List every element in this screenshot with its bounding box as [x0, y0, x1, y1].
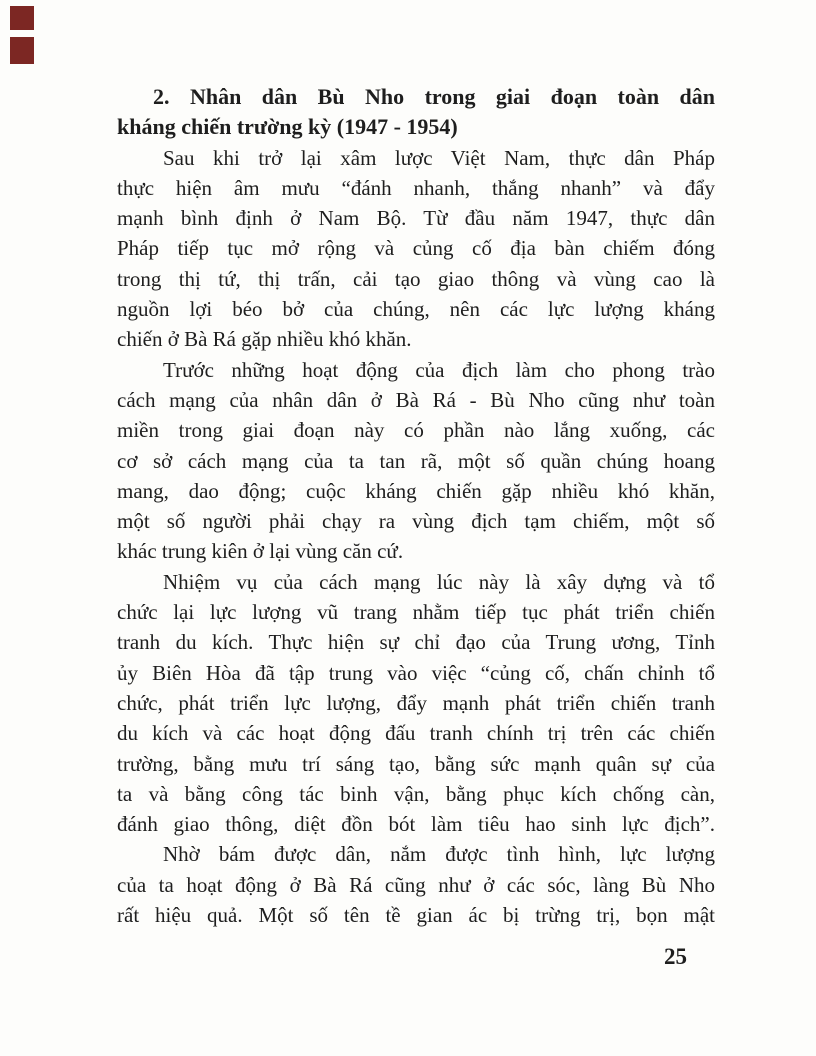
paragraph: [117, 567, 715, 840]
text-line: ủy Biên Hòa đã tập trung vào việc “củng cố, chấn chỉnh tổ: [117, 660, 715, 685]
text-line: cách mạng của nhân dân ở Bà Rá - Bù Nho cũng như toàn: [117, 387, 715, 412]
text-line: một số người phải chạy ra vùng địch tạm chiếm, một số: [117, 509, 715, 534]
scan-mark-bottom: [10, 37, 34, 64]
text-line: Nhờ bám được dân, nắm được tình hình, lực lượng: [163, 842, 715, 867]
text-line: du kích và các hoạt động đấu tranh chính trị trên các chiến: [117, 721, 715, 746]
text-line: cơ sở cách mạng của ta tan rã, một số quần chúng hoang: [117, 448, 715, 473]
text-line: Trước những hoạt động của địch làm cho phong trào: [163, 357, 715, 382]
scan-mark-top: [10, 6, 34, 30]
text-line: đánh giao thông, diệt đồn bót làm tiêu hao sinh lực địch”.: [117, 812, 715, 837]
text-line: Pháp tiếp tục mở rộng và củng cố địa bàn chiếm đóng: [117, 236, 715, 261]
text-line: miền trong giai đoạn này có phần nào lắng xuống, các: [117, 418, 715, 443]
text-line: nguồn lợi béo bở của chúng, nên các lực lượng kháng: [117, 297, 715, 322]
text-line: mạnh bình định ở Nam Bộ. Từ đầu năm 1947, thực dân: [117, 206, 715, 231]
paragraph: [117, 839, 715, 930]
text-line: Nhiệm vụ của cách mạng lúc này là xây dựng và tổ: [163, 569, 715, 594]
text-line: thực hiện âm mưu “đánh nhanh, thắng nhanh” và đẩy: [117, 175, 715, 200]
section-heading-line-2: kháng chiến trường kỳ (1947 - 1954): [117, 114, 458, 140]
text-line: chiến ở Bà Rá gặp nhiều khó khăn.: [117, 327, 412, 352]
text-line: ta và bằng công tác binh vận, bằng phục kích chống càn,: [117, 781, 715, 806]
text-line: Sau khi trở lại xâm lược Việt Nam, thực dân Pháp: [163, 145, 715, 170]
text-line: tranh du kích. Thực hiện sự chỉ đạo của Trung ương, Tỉnh: [117, 630, 715, 655]
text-line: rất hiệu quả. Một số tên tề gian ác bị trừng trị, bọn mật: [117, 903, 715, 928]
text-line: trường, bằng mưu trí sáng tạo, bằng sức mạnh quân sự của: [117, 751, 715, 776]
text-line: mang, dao động; cuộc kháng chiến gặp nhiều khó khăn,: [117, 478, 715, 503]
page-number: 25: [664, 944, 687, 969]
text-line: của ta hoạt động ở Bà Rá cũng như ở các sóc, làng Bù Nho: [117, 872, 715, 897]
text-line: trong thị tứ, thị trấn, cải tạo giao thông và vùng cao là: [117, 266, 715, 291]
body-paragraphs: [117, 143, 715, 931]
text-line: chức, phát triển lực lượng, đẩy mạnh phát triển chiến tranh: [117, 690, 715, 715]
paragraph: [117, 355, 715, 567]
text-line: chức lại lực lượng vũ trang nhằm tiếp tục phát triển chiến: [117, 600, 715, 625]
text-block: [117, 82, 715, 930]
section-heading-line-1: 2. Nhân dân Bù Nho trong giai đoạn toàn dân: [153, 84, 715, 109]
paragraph: [117, 143, 715, 355]
text-line: khác trung kiên ở lại vùng căn cứ.: [117, 539, 404, 564]
